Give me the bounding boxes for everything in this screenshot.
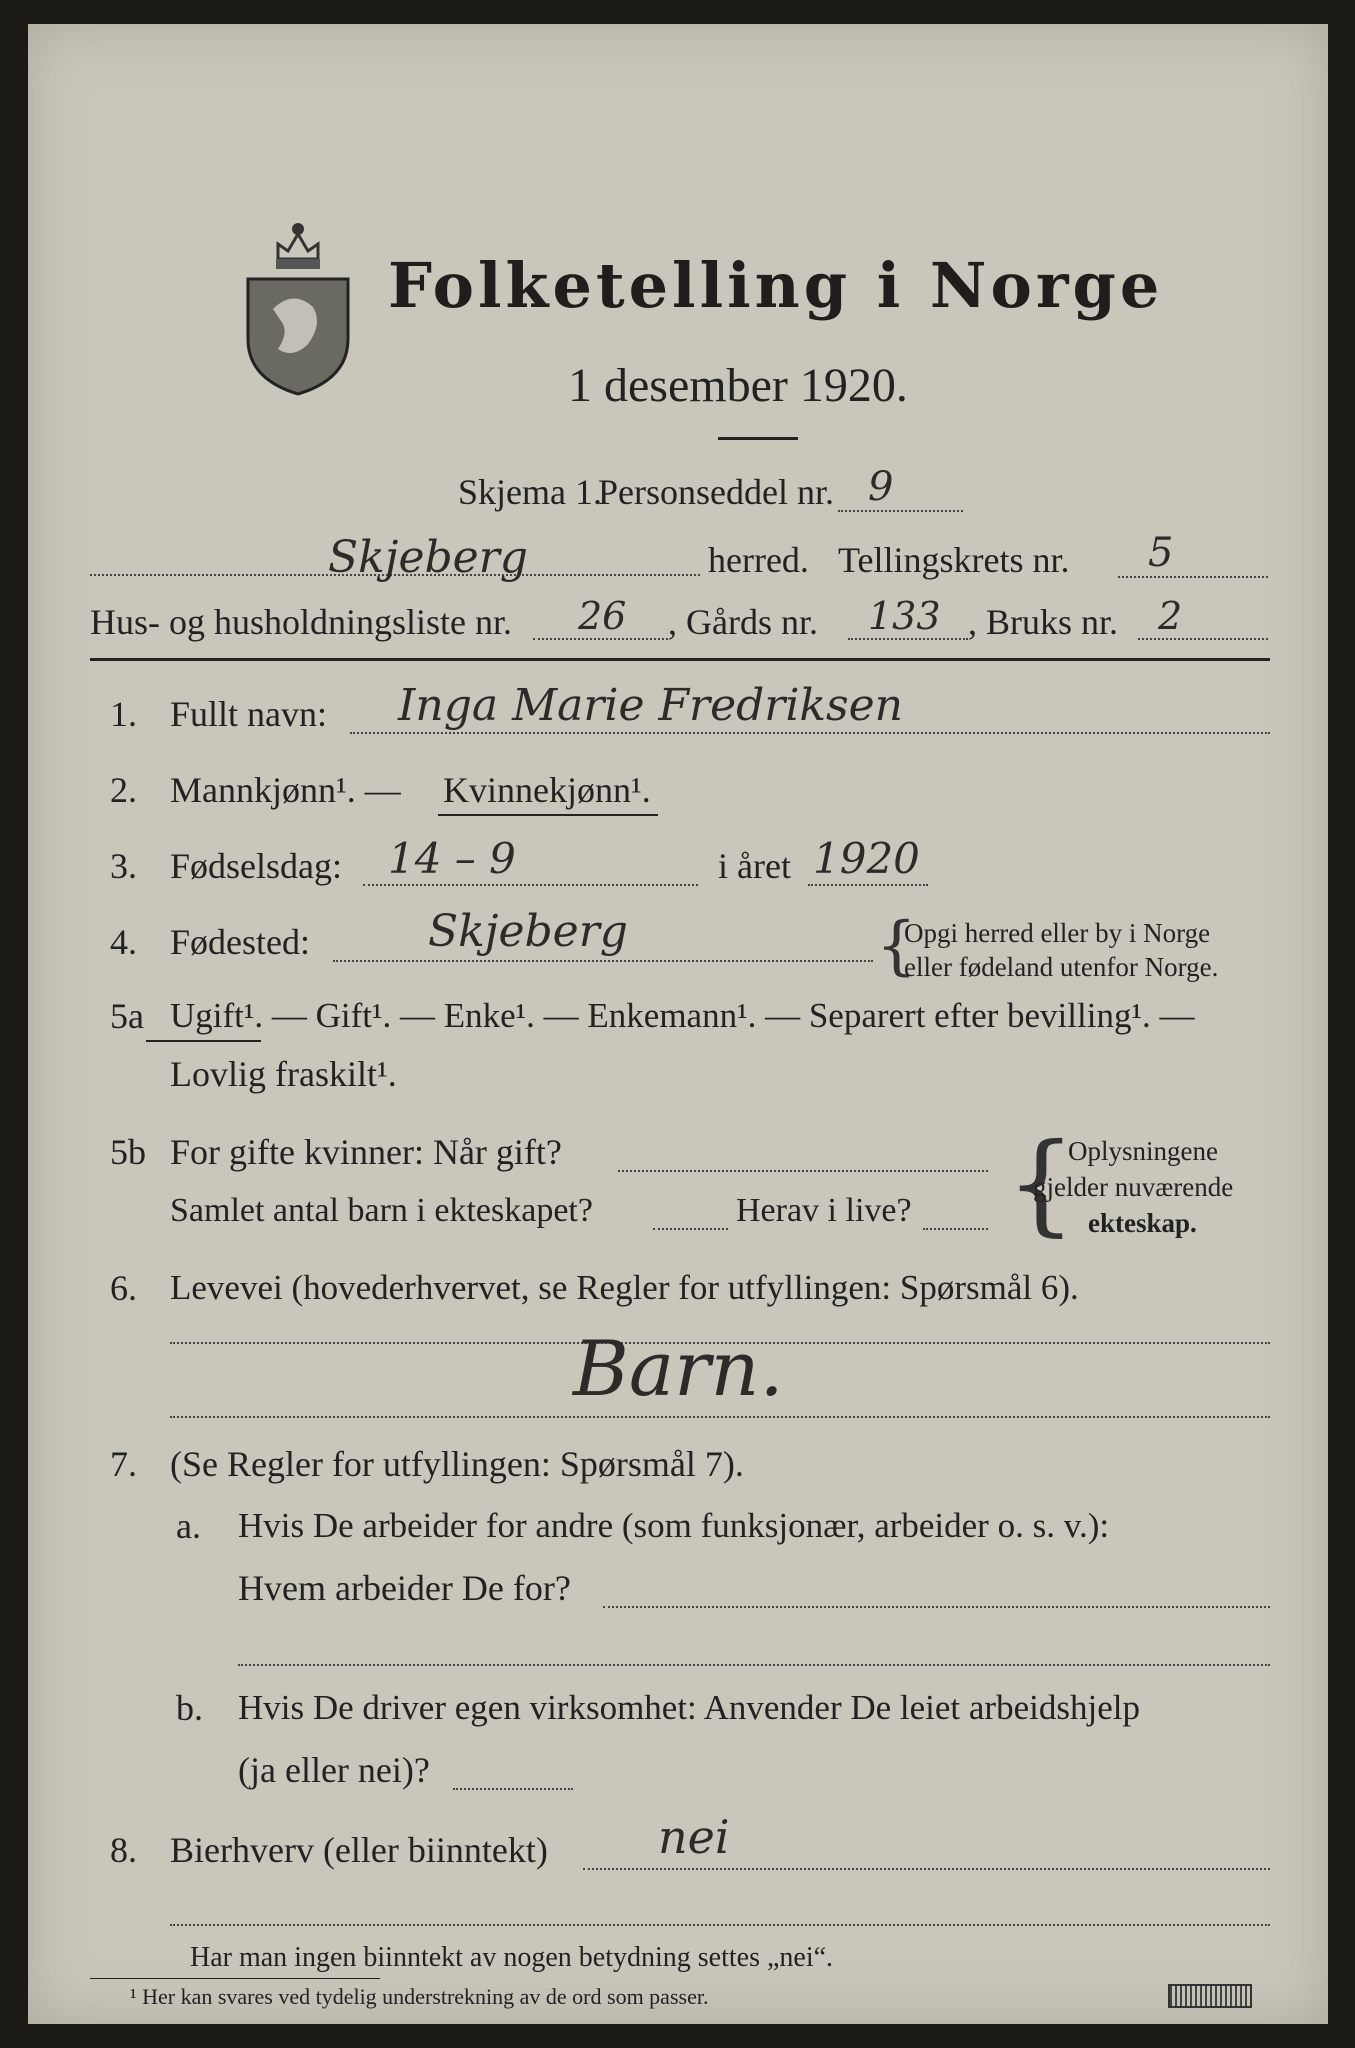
- q2-female: Kvinnekjønn¹.: [443, 770, 651, 810]
- q4-note-1: Opgi herred eller by i Norge: [904, 918, 1211, 948]
- q4-value: Skjeberg: [428, 906, 628, 957]
- footnote-divider: [90, 1978, 380, 1979]
- q5a-underline: [146, 1040, 261, 1042]
- q3-year-line: [808, 884, 928, 886]
- q7a-line-extra: [238, 1664, 1270, 1666]
- q8-line: [583, 1868, 1270, 1870]
- q2-underline: [438, 814, 658, 816]
- q7a-line-2: Hvem arbeider De for?: [238, 1568, 571, 1608]
- q1-value: Inga Marie Fredriksen: [398, 680, 904, 731]
- schema-label: Skjema 1.: [458, 472, 602, 512]
- q5a-options: Ugift¹. — Gift¹. — Enke¹. — Enkemann¹. — Separert efter bevilling¹. —: [170, 996, 1195, 1035]
- q7-label: (Se Regler for utfyllingen: Spørsmål 7).: [170, 1444, 744, 1484]
- header-divider: [90, 658, 1270, 661]
- q7b-line-1: Hvis De driver egen virksomhet: Anvender De leiet arbeidshjelp: [238, 1688, 1140, 1727]
- gards-value: 133: [868, 594, 941, 638]
- q8-line-extra: [170, 1924, 1270, 1926]
- census-form: [28, 24, 1328, 2024]
- husliste-value: 26: [578, 594, 627, 638]
- q5b-when-line: [618, 1170, 988, 1172]
- title-divider: [718, 437, 798, 440]
- q5b-line-2a: Samlet antal barn i ekteskapet?: [170, 1192, 593, 1229]
- q1-label: Fullt navn:: [170, 694, 328, 734]
- bruks-label: , Bruks nr.: [968, 602, 1119, 642]
- footnote: ¹ Her kan svares ved tydelig understrekning av de ord som passer.: [130, 1984, 709, 2009]
- q1-number: 1.: [110, 694, 137, 734]
- q7-number: 7.: [110, 1444, 137, 1484]
- q7b-line-2: (ja eller nei)?: [238, 1750, 430, 1790]
- q3-year-value: 1920: [813, 834, 920, 883]
- q5b-number: 5b: [110, 1132, 146, 1172]
- q2-male: Mannkjønn¹. —: [170, 770, 401, 810]
- page-title: Folketelling i Norge: [388, 249, 1164, 322]
- q8-value: nei: [658, 1810, 730, 1864]
- q6-value: Barn.: [573, 1324, 784, 1413]
- q5b-brace: {: [1006, 1119, 1076, 1247]
- printer-stamp: [1168, 1984, 1252, 2008]
- q3-line: [363, 884, 698, 886]
- q5b-note-1: Oplysningene: [1068, 1136, 1218, 1166]
- q7a-letter: a.: [176, 1506, 201, 1546]
- q5b-alive-line: [923, 1228, 988, 1230]
- herred-label: herred.: [708, 540, 809, 580]
- q3-value: 14 – 9: [388, 834, 516, 883]
- q4-line: [333, 960, 873, 962]
- q5b-line-1: For gifte kvinner: Når gift?: [170, 1132, 562, 1172]
- gards-line: [848, 638, 968, 640]
- husliste-label: Hus- og husholdningsliste nr.: [90, 602, 513, 642]
- q7b-line: [453, 1788, 573, 1790]
- q6-number: 6.: [110, 1268, 137, 1308]
- q7a-employer-line: [603, 1606, 1270, 1608]
- q4-label: Fødested:: [170, 922, 310, 962]
- tellingskrets-label: Tellingskrets nr.: [838, 540, 1070, 580]
- personseddel-label: Personseddel nr.: [598, 472, 834, 512]
- bruks-value: 2: [1158, 594, 1183, 638]
- census-date: 1 desember 1920.: [568, 359, 908, 412]
- q4-note-2: eller fødeland utenfor Norge.: [904, 952, 1219, 982]
- q5b-note-2: gjelder nuværende: [1033, 1172, 1234, 1202]
- q4-brace: {: [876, 909, 917, 983]
- q5a-number: 5a: [110, 996, 144, 1036]
- q2-number: 2.: [110, 770, 137, 810]
- gards-label: , Gårds nr.: [668, 602, 818, 642]
- coat-of-arms-icon: [238, 189, 358, 399]
- tellingskrets-line: [1118, 576, 1268, 578]
- q5a-options-2: Lovlig fraskilt¹.: [170, 1054, 397, 1094]
- q8-note: Har man ingen biinntekt av nogen betydning settes „nei“.: [190, 1942, 834, 1973]
- q5b-note-3: ekteskap.: [1088, 1208, 1197, 1238]
- q8-label: Bierhverv (eller biinntekt): [170, 1830, 548, 1870]
- q7a-line-1: Hvis De arbeider for andre (som funksjonær, arbeider o. s. v.):: [238, 1506, 1110, 1545]
- q3-number: 3.: [110, 846, 137, 886]
- herred-value: Skjeberg: [328, 532, 528, 583]
- q3-year-label: i året: [718, 846, 791, 886]
- q4-number: 4.: [110, 922, 137, 962]
- bruks-line: [1138, 638, 1268, 640]
- tellingskrets-value: 5: [1148, 530, 1174, 576]
- personseddel-line: [838, 510, 963, 512]
- q6-label: Levevei (hovederhvervet, se Regler for utfyllingen: Spørsmål 6).: [170, 1268, 1079, 1307]
- personseddel-value: 9: [868, 464, 894, 510]
- q8-number: 8.: [110, 1830, 137, 1870]
- q1-line: [350, 732, 1270, 734]
- q7b-letter: b.: [176, 1688, 203, 1728]
- q5b-line-2b: Herav i live?: [736, 1192, 912, 1229]
- husliste-line: [533, 638, 668, 640]
- q6-line-2: [170, 1416, 1270, 1418]
- q3-label: Fødselsdag:: [170, 846, 343, 886]
- q5b-children-line: [653, 1228, 728, 1230]
